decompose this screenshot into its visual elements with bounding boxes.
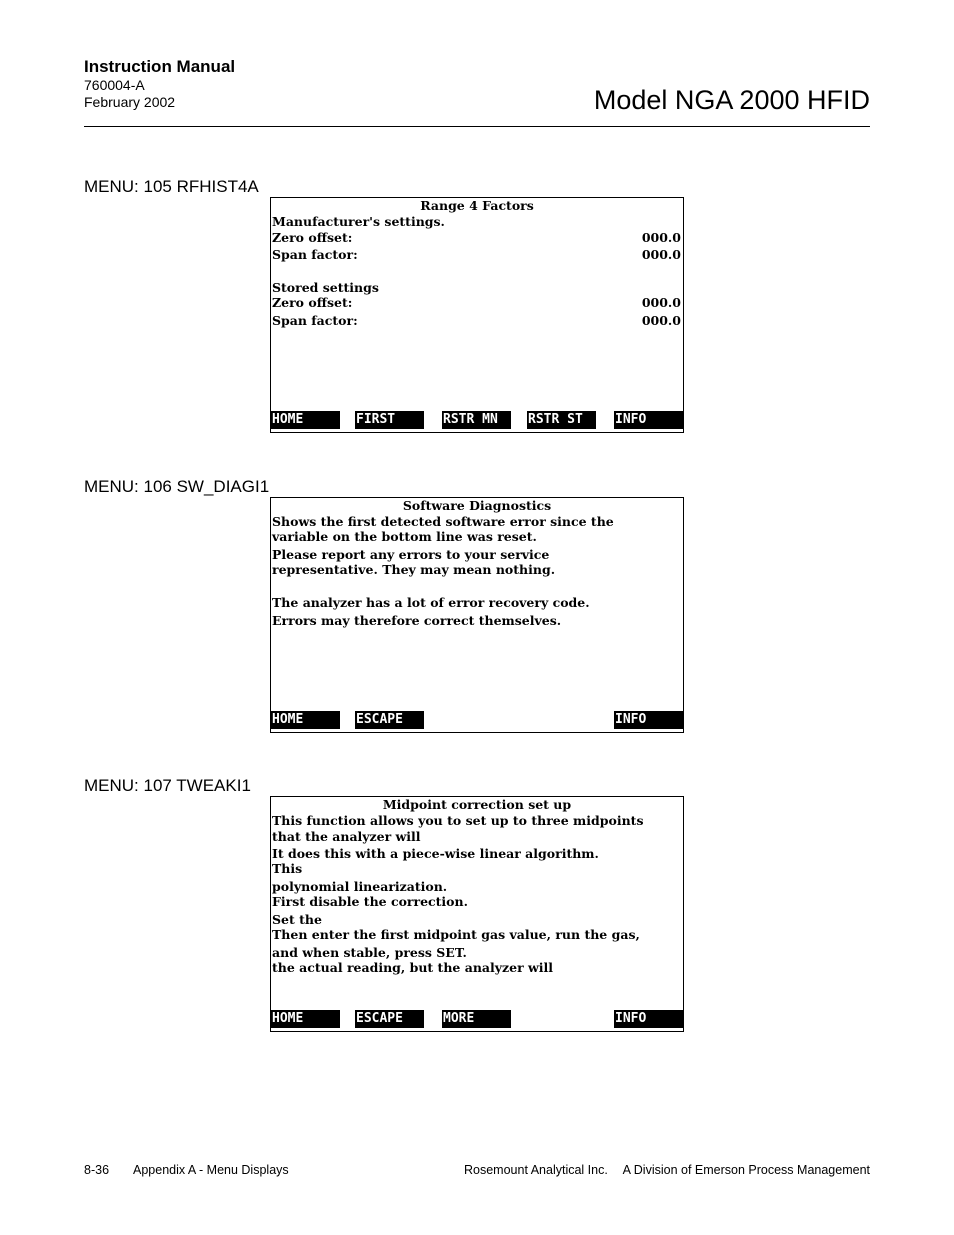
screen-line: Span factor: 000.0 — [272, 313, 681, 328]
footer-company: Rosemount Analytical Inc. — [464, 1163, 608, 1177]
softkey-info[interactable]: INFO — [614, 1010, 683, 1028]
screen-midpoint-correction — [270, 796, 684, 1032]
screen-line: and when stable, press SET. — [272, 945, 467, 960]
softkey-info[interactable]: INFO — [614, 711, 683, 729]
doc-number: 760004-A — [84, 77, 145, 93]
header-divider — [84, 126, 870, 127]
menu-label-107: MENU: 107 TWEAKI1 — [84, 776, 251, 795]
screen-line: Please report any errors to your service — [272, 547, 550, 562]
screen-title: Software Diagnostics — [402, 498, 552, 513]
menu-label-105: MENU: 105 RFHIST4A — [84, 177, 259, 196]
softkey-rstr-mn[interactable]: RSTR MN — [442, 411, 511, 429]
screen-line: Span factor: 000.0 — [272, 247, 681, 262]
screen-line: that the analyzer will — [272, 829, 421, 844]
screen-line: Errors may therefore correct themselves. — [272, 613, 562, 628]
screen-range-4-factors — [270, 197, 684, 433]
span-factor-value: 000.0 — [641, 313, 681, 328]
screen-line: representative. They may mean nothing. — [272, 562, 556, 577]
document-header — [84, 57, 235, 111]
screen-line: variable on the bottom line was reset. — [272, 529, 537, 544]
screen-line: Stored settings — [272, 280, 379, 295]
softkey-info[interactable]: INFO — [614, 411, 683, 429]
screen-line: It does this with a piece-wise linear algorithm. — [272, 846, 599, 861]
softkey-first[interactable]: FIRST — [355, 411, 424, 429]
screen-line: The analyzer has a lot of error recovery code. — [272, 595, 590, 610]
menu-label-106: MENU: 106 SW_DIAGI1 — [84, 477, 270, 496]
zero-offset-value: 000.0 — [641, 295, 681, 310]
screen-line: Zero offset: 000.0 — [272, 295, 681, 310]
screen-line: polynomial linearization. — [272, 879, 448, 894]
screen-line: Shows the first detected software error since the — [272, 514, 614, 529]
doc-date: February 2002 — [84, 94, 176, 110]
model-title: Model NGA 2000 HFID — [593, 85, 870, 115]
footer-section: Appendix A - Menu Displays — [133, 1163, 289, 1177]
softkey-home[interactable]: HOME — [271, 711, 340, 729]
screen-line: First disable the correction. — [272, 894, 468, 909]
softkey-more[interactable]: MORE — [442, 1010, 511, 1028]
span-factor-value: 000.0 — [641, 247, 681, 262]
screen-title: Range 4 Factors — [420, 198, 534, 213]
screen-line: Zero offset: 000.0 — [272, 230, 681, 245]
softkey-escape[interactable]: ESCAPE — [355, 711, 424, 729]
screen-line: Manufacturer's settings. — [272, 214, 445, 229]
screen-line: Then enter the first midpoint gas value, run the gas, — [272, 927, 640, 942]
screen-software-diagnostics — [270, 497, 684, 733]
screen-line: the actual reading, but the analyzer will — [272, 960, 554, 975]
screen-title: Midpoint correction set up — [382, 797, 572, 812]
screen-line: This — [272, 861, 303, 876]
softkey-rstr-st[interactable]: RSTR ST — [527, 411, 596, 429]
manual-title: Instruction Manual — [84, 57, 236, 76]
softkey-escape[interactable]: ESCAPE — [355, 1010, 424, 1028]
footer-division: A Division of Emerson Process Management — [622, 1163, 870, 1177]
zero-offset-value: 000.0 — [641, 230, 681, 245]
screen-line: This function allows you to set up to three midpoints — [272, 813, 644, 828]
footer-page-number: 8-36 — [84, 1163, 110, 1177]
softkey-home[interactable]: HOME — [271, 1010, 340, 1028]
screen-line: Set the — [272, 912, 322, 927]
softkey-home[interactable]: HOME — [271, 411, 340, 429]
